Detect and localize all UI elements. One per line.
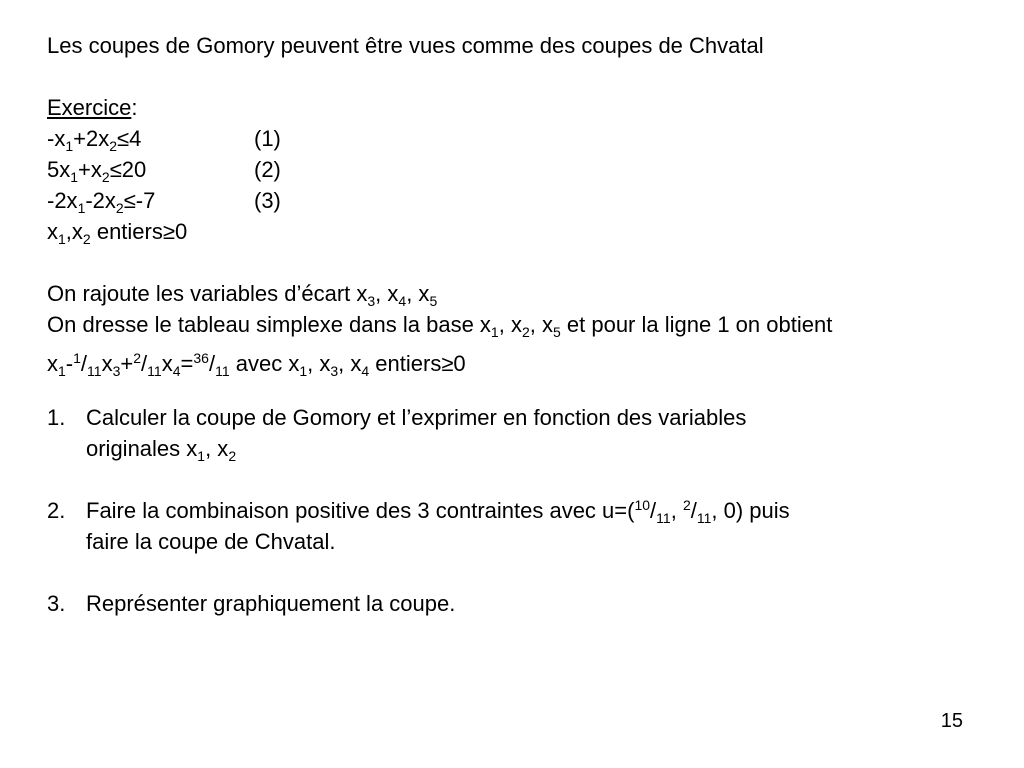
slide-content: [47, 30, 997, 619]
exercise-label: Exercice: [47, 95, 132, 120]
exercise-heading: Exercice:: [47, 95, 138, 120]
question-number: 2.: [47, 498, 66, 523]
constraint-1: $-x_1+2x_2\le 4$ (1): [47, 126, 281, 154]
constraint-tag: (1): [254, 126, 281, 151]
integrality-constraint: $x_1,x_2$ entiers≥0: [47, 219, 188, 247]
constraint-tag: (3): [254, 188, 281, 213]
constraint-3: $-2x_1-2x_2\le-7$ (3): [47, 188, 281, 216]
slide-title: Les coupes de Gomory peuvent être vues comme des coupes de Chvatal: [47, 33, 764, 58]
question-3: 3. Représenter graphiquement la coupe.: [47, 588, 997, 619]
slack-variables-line: On rajoute les variables d’écart $x_3$, $x_4$, $x_5$: [47, 281, 438, 309]
constraint-2: $5x_1+x_2\le 20$ (2): [47, 157, 281, 185]
page-number: 15: [940, 710, 963, 732]
question-number: 1.: [47, 405, 66, 430]
tableau-line: On dresse le tableau simplexe dans la base $x_1$, $x_2$, $x_5$ et pour la ligne 1 on obtient: [47, 312, 833, 340]
row-equation: $x_1-^1/_{11}x_3+^2/_{11}x_4=^{36}/_{11}$ avec $x_1$, $x_3$, $x_4$ entiers≥0: [47, 350, 466, 379]
question-number: 3.: [47, 591, 66, 616]
question-2: 2. Faire la combinaison positive des 3 contraintes avec $u=(^{10}/_{11}$, $^2/_{11}$, 0) puis faire la coupe de Chvatal.: [47, 497, 790, 554]
question-1: 1. Calculer la coupe de Gomory et l’exprimer en fonction des variables originales $x_1$, $x_2$: [47, 402, 997, 464]
constraint-tag: (2): [254, 157, 281, 182]
